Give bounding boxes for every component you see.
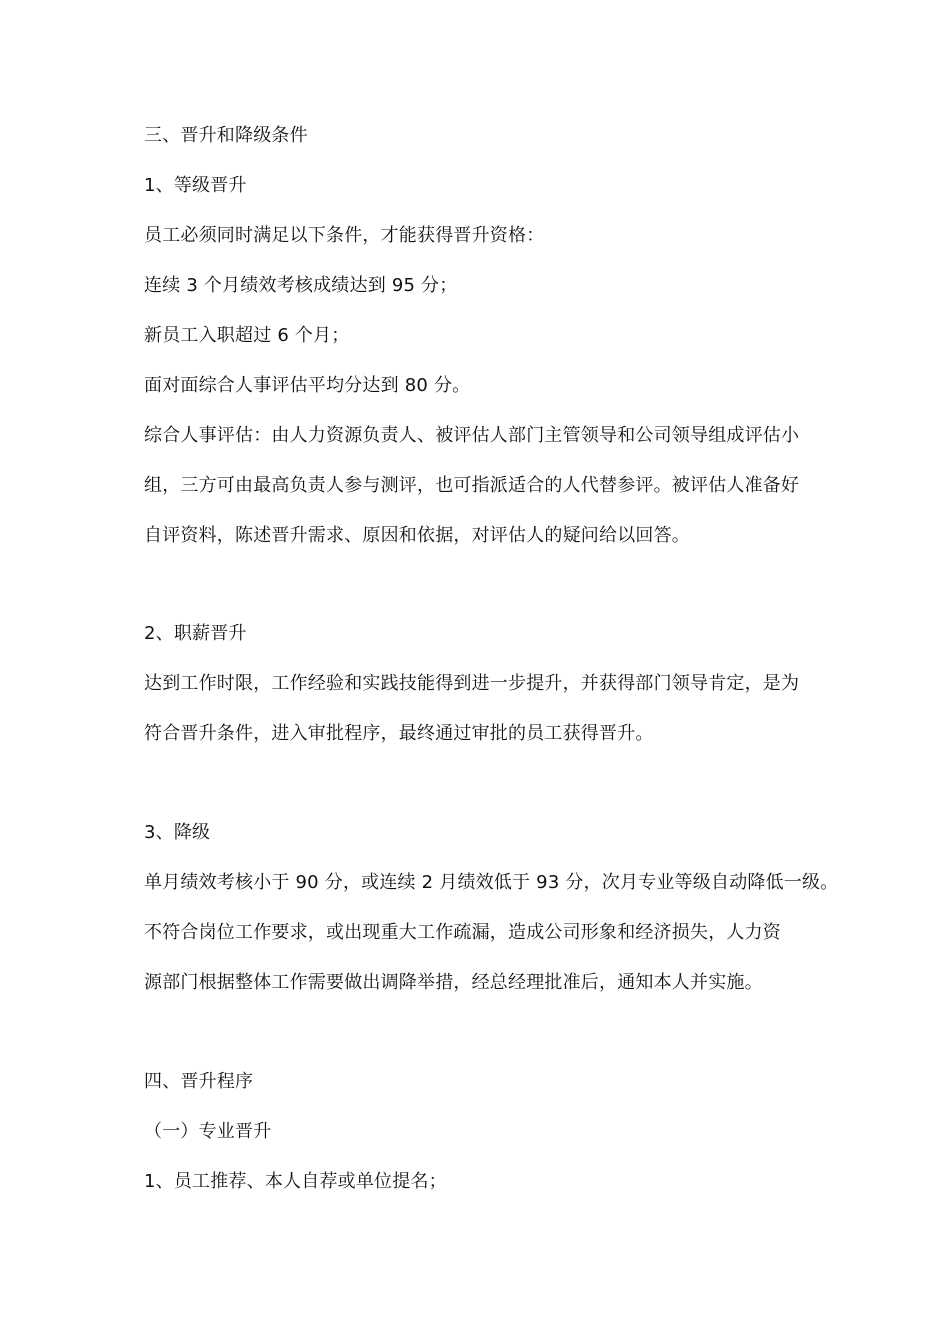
paragraph-line: 新员工入职超过 6 个月； xyxy=(144,325,350,346)
paragraph-line: 连续 3 个月绩效考核成绩达到 95 分； xyxy=(144,275,458,296)
section-heading-promotion-procedure: 四、晋升程序 xyxy=(144,1071,254,1092)
paragraph-line: 综合人事评估：由人力资源负责人、被评估人部门主管领导和公司领导组成评估小 xyxy=(144,425,800,446)
subheading-salary-promotion: 2、职薪晋升 xyxy=(144,623,247,644)
paragraph-line: 源部门根据整体工作需要做出调降举措，经总经理批准后，通知本人并实施。 xyxy=(144,972,763,993)
paragraph-line: 组，三方可由最高负责人参与测评，也可指派适合的人代替参评。被评估人准备好 xyxy=(144,475,800,496)
paragraph-line: 员工必须同时满足以下条件，才能获得晋升资格： xyxy=(144,225,545,246)
paragraph-line: 自评资料，陈述晋升需求、原因和依据，对评估人的疑问给以回答。 xyxy=(144,525,690,546)
paragraph-line: 符合晋升条件，进入审批程序，最终通过审批的员工获得晋升。 xyxy=(144,723,654,744)
paragraph-line: 达到工作时限，工作经验和实践技能得到进一步提升，并获得部门领导肯定，是为 xyxy=(144,673,800,694)
subheading-grade-promotion: 1、等级晋升 xyxy=(144,175,247,196)
paragraph-line: 面对面综合人事评估平均分达到 80 分。 xyxy=(144,375,471,396)
section-heading-promotion-demotion-conditions: 三、晋升和降级条件 xyxy=(144,125,308,146)
subheading-demotion: 3、降级 xyxy=(144,822,211,843)
paragraph-line: 不符合岗位工作要求，或出现重大工作疏漏，造成公司形象和经济损失，人力资 xyxy=(144,922,781,943)
paragraph-line: 1、员工推荐、本人自荐或单位提名； xyxy=(144,1171,447,1192)
subheading-professional-promotion: （一）专业晋升 xyxy=(144,1121,272,1142)
paragraph-line: 单月绩效考核小于 90 分，或连续 2 月绩效低于 93 分，次月专业等级自动降低一级。 xyxy=(144,872,839,893)
